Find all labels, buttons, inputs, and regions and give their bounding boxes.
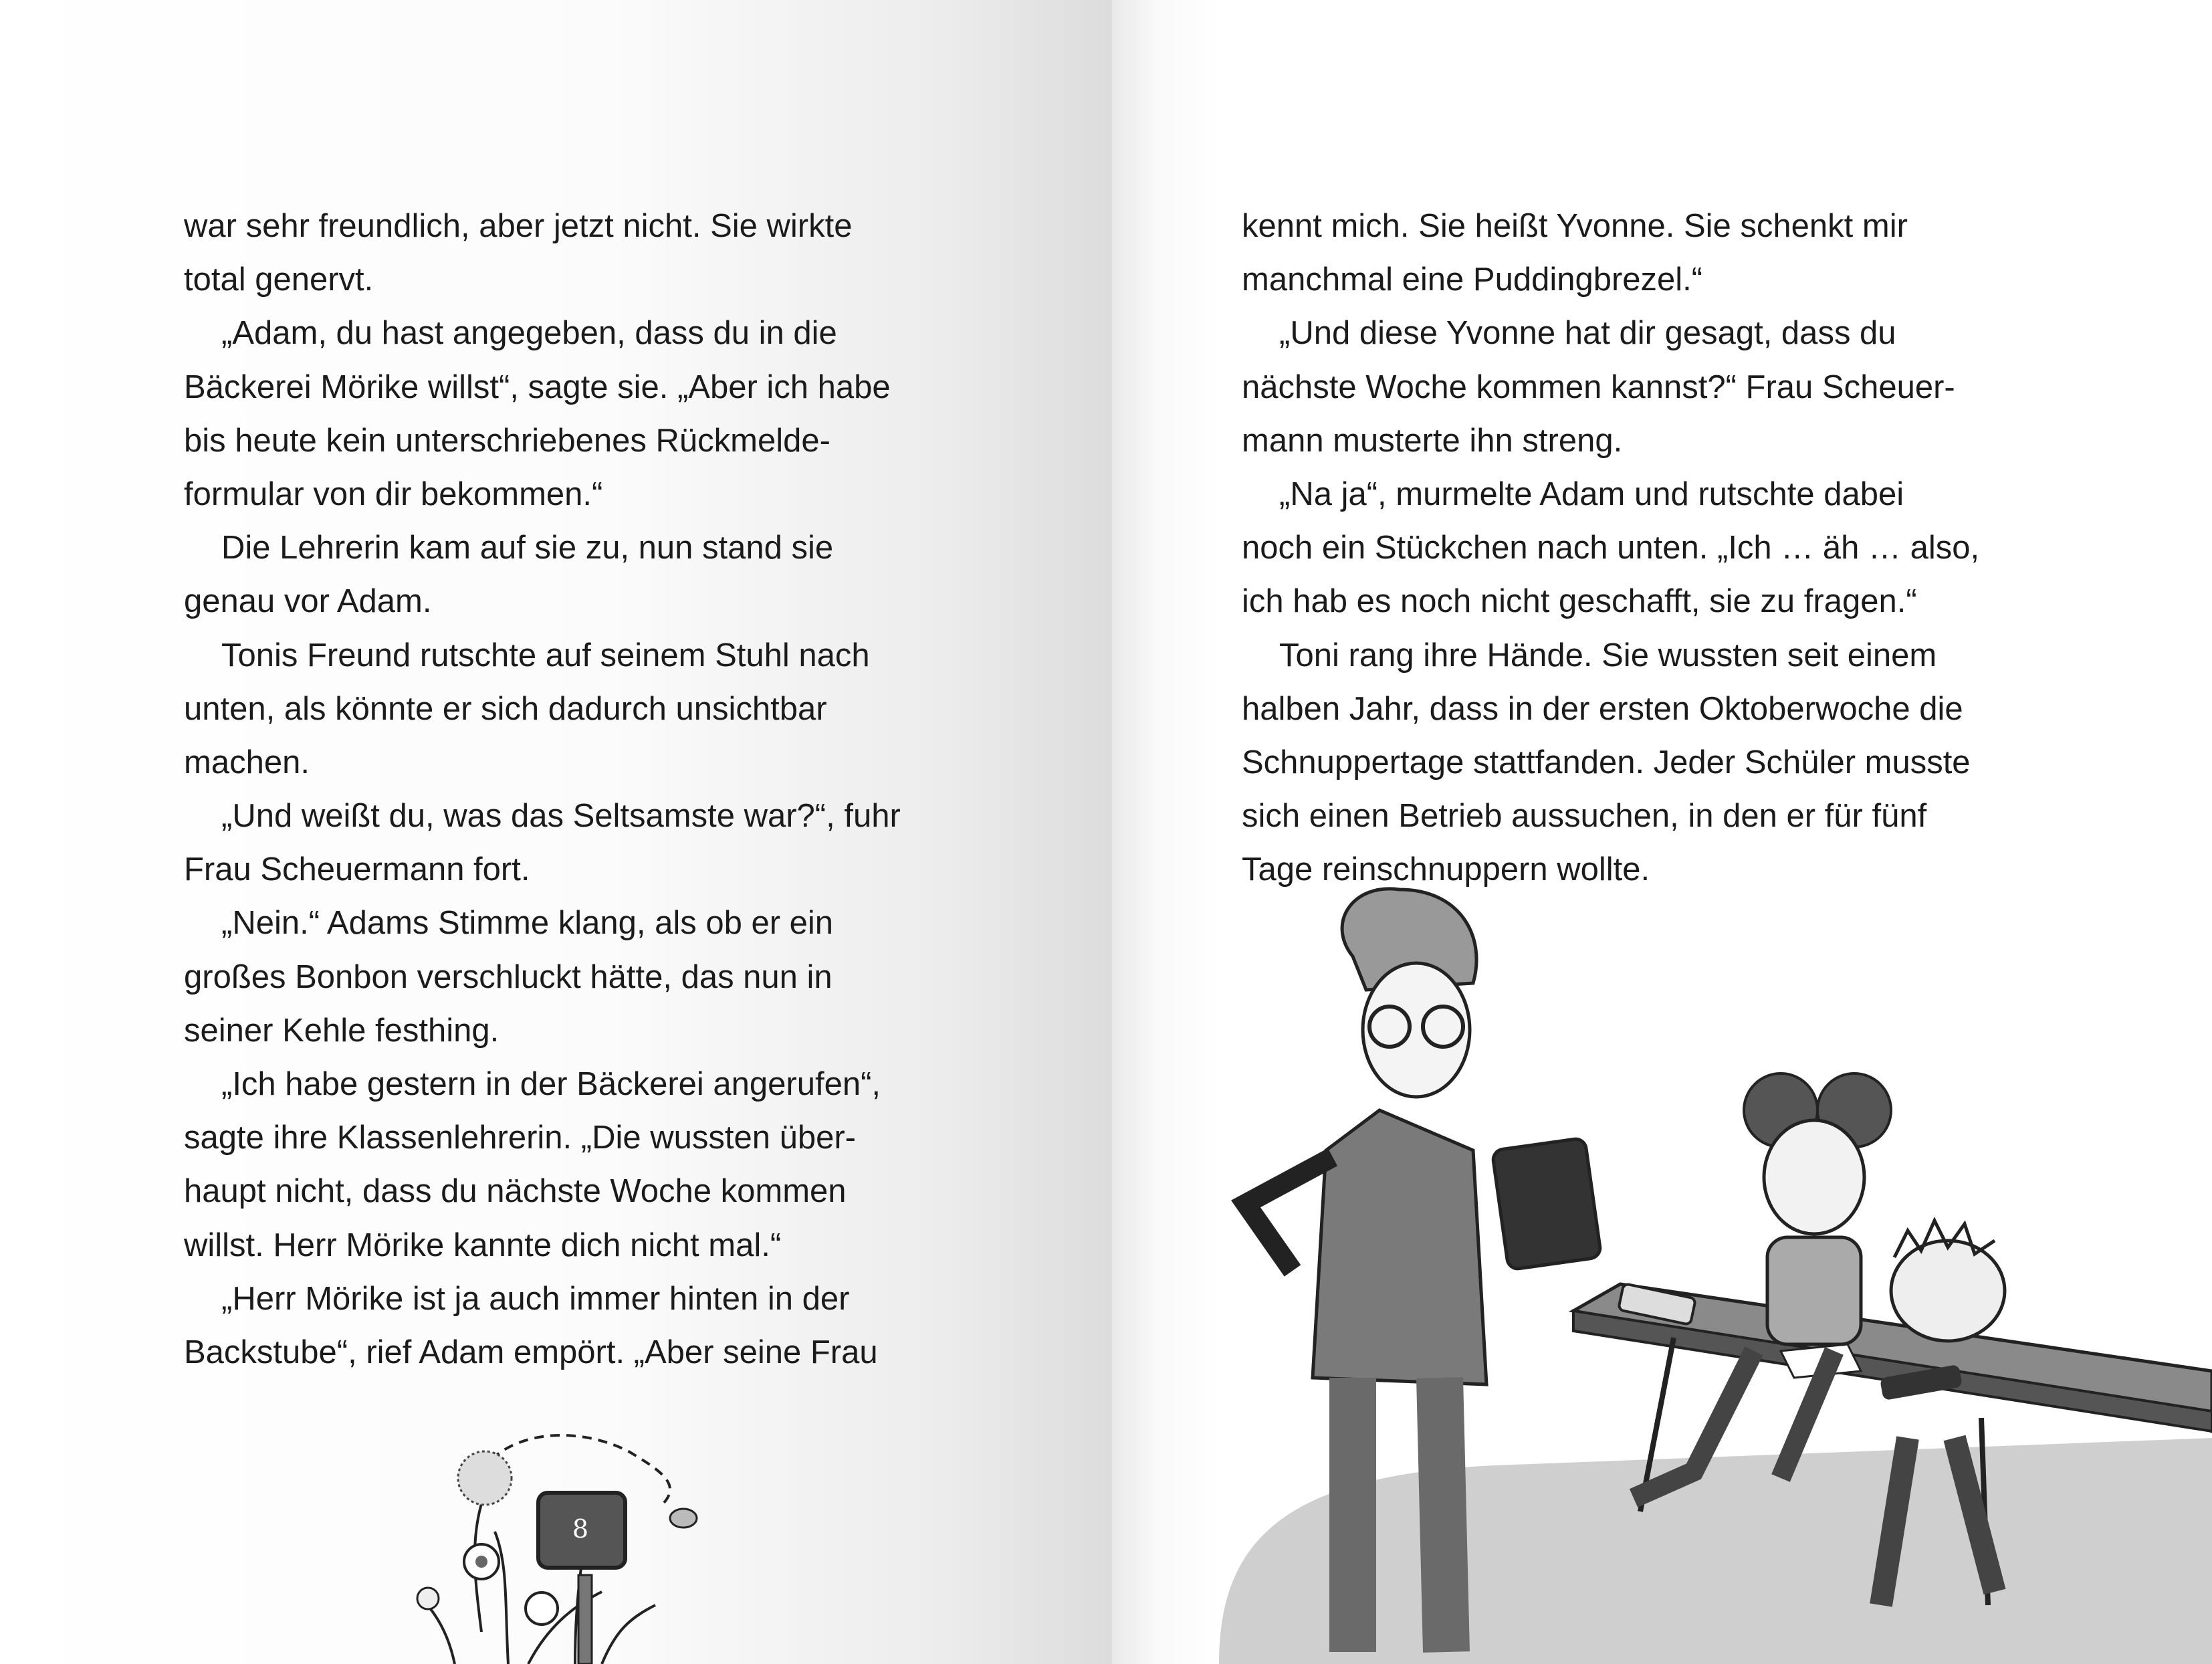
- text-line: haupt nicht, dass du nächste Woche kommen: [184, 1173, 847, 1210]
- text-line: Tonis Freund rutschte auf seinem Stuhl nach: [221, 637, 870, 673]
- text-line: „Adam, du hast angegeben, dass du in die: [221, 315, 837, 352]
- text-line: genau vor Adam.: [184, 583, 432, 620]
- classroom-illustration: [1112, 0, 2212, 1664]
- text-line: „Und diese Yvonne hat dir gesagt, dass du: [1279, 315, 1896, 352]
- text-line: „Na ja“, murmelte Adam und rutschte dabei: [1279, 476, 1904, 512]
- text-line: bis heute kein unterschriebenes Rückmelde-: [184, 422, 831, 459]
- tablet-icon: [1492, 1138, 1601, 1270]
- text-line: Toni rang ihre Hände. Sie wussten seit einem: [1279, 637, 1937, 673]
- text-line: Frau Scheuermann fort.: [184, 851, 530, 888]
- bee-icon: [670, 1509, 697, 1528]
- text-line: Bäckerei Mörike willst“, sagte sie. „Aber ich habe: [184, 369, 891, 405]
- text-line: Backstube“, rief Adam empört. „Aber seine Frau: [184, 1334, 878, 1370]
- right-page: [1112, 0, 2212, 1664]
- text-line: „Ich habe gestern in der Bäckerei angerufen“,: [221, 1066, 881, 1102]
- text-line: „Nein.“ Adams Stimme klang, als ob er ein: [221, 905, 834, 942]
- text-line: „Herr Mörike ist ja auch immer hinten in der: [221, 1280, 850, 1317]
- text-line: noch ein Stückchen nach unten. „Ich … äh … also,: [1242, 530, 1980, 566]
- text-line: total genervt.: [184, 262, 374, 298]
- text-line: willst. Herr Mörike kannte dich nicht mal.“: [184, 1227, 782, 1263]
- dandelion-icon: [458, 1451, 512, 1505]
- text-line: Tage reinschnuppern wollte.: [1242, 851, 1650, 888]
- text-line: machen.: [184, 744, 310, 781]
- text-line: unten, als könnte er sich dadurch unsichtbar: [184, 690, 827, 727]
- text-line: „Und weißt du, was das Seltsamste war?“, fuhr: [221, 798, 901, 835]
- text-line: sagte ihre Klassenlehrerin. „Die wussten über-: [184, 1120, 856, 1156]
- text-line: sich einen Betrieb aussuchen, in den er für fünf: [1242, 798, 1927, 835]
- text-line: seiner Kehle festhing.: [184, 1012, 500, 1049]
- text-line: ich hab es noch nicht geschafft, sie zu fragen.“: [1242, 583, 1917, 620]
- text-line: kennt mich. Sie heißt Yvonne. Sie schenkt mir: [1242, 208, 1908, 244]
- text-line: Schnuppertage stattfanden. Jeder Schüler musste: [1242, 744, 1971, 781]
- text-line: halben Jahr, dass in der ersten Oktoberwoche die: [1242, 690, 1963, 727]
- text-line: manchmal eine Puddingbrezel.“: [1242, 262, 1703, 298]
- text-line: formular von dir bekommen.“: [184, 476, 603, 512]
- text-line: war sehr freundlich, aber jetzt nicht. Sie wirkte: [184, 208, 853, 244]
- text-line: Die Lehrerin kam auf sie zu, nun stand sie: [221, 530, 834, 566]
- flower-icon: [526, 1592, 558, 1625]
- girl-character: [1634, 1073, 1891, 1498]
- text-line: mann musterte ihn streng.: [1242, 422, 1623, 459]
- text-line: großes Bonbon verschluckt hätte, das nun in: [184, 958, 833, 995]
- text-line: nächste Woche kommen kannst?“ Frau Scheuer-: [1242, 369, 1955, 405]
- page-number: 8: [572, 1514, 589, 1544]
- left-page-text: [184, 199, 901, 1379]
